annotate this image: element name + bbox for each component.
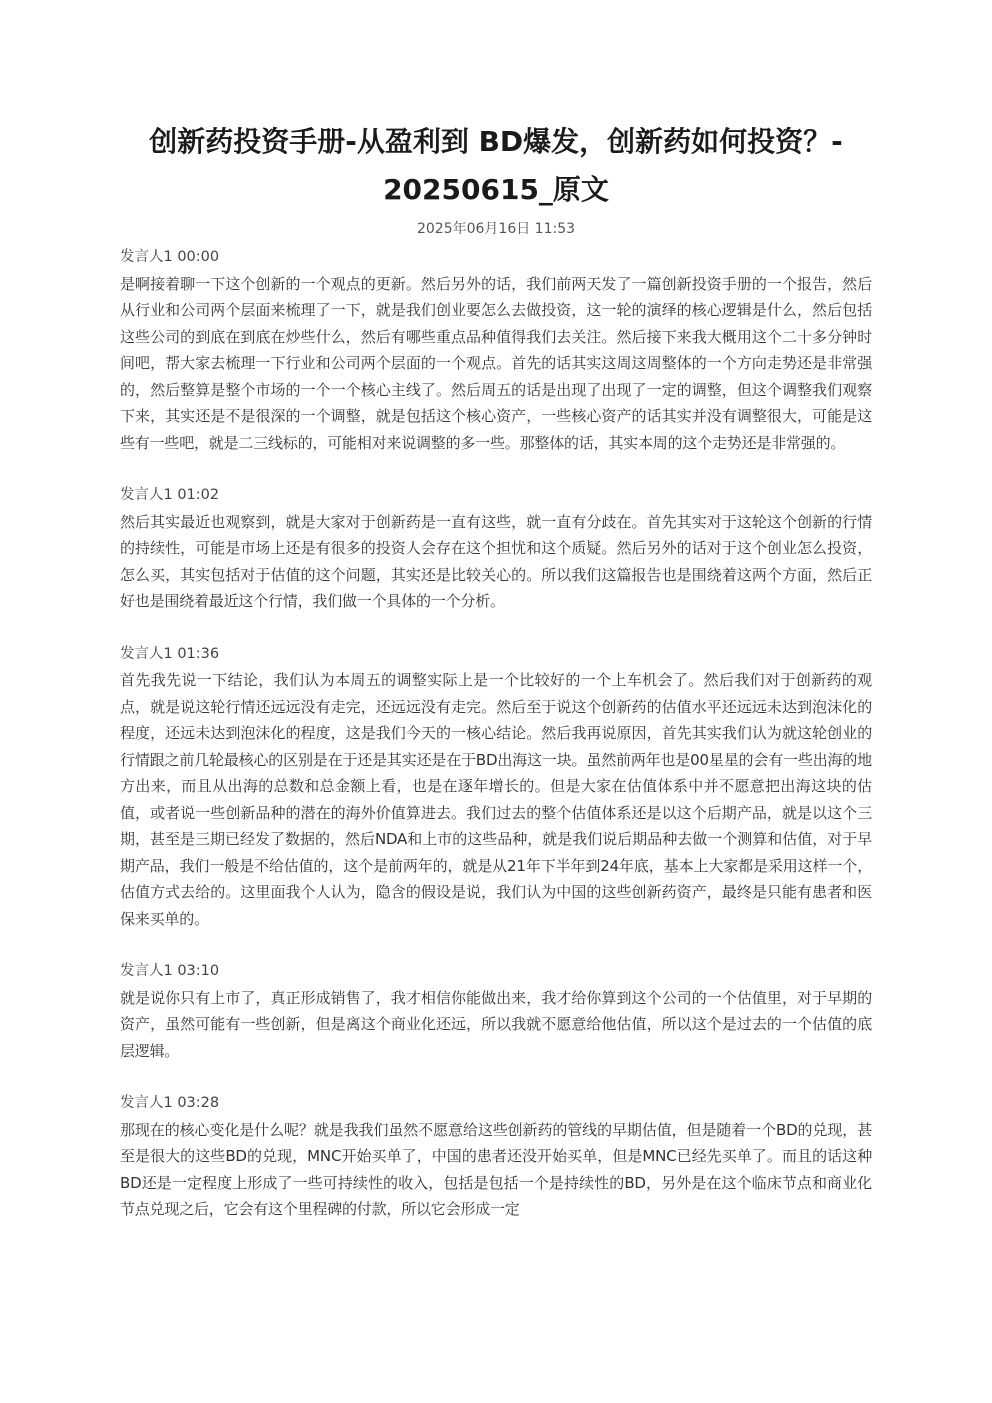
transcript-segment [120,958,872,1064]
transcript-segment [120,482,872,615]
speaker-timestamp: 发言人1 01:02 [120,487,220,503]
document-title: 创新药投资手册-从盈利到 BD爆发，创新药如何投资？- 20250615_原文 [149,125,843,206]
document-date: 2025年06月16日 11:53 [416,221,576,237]
speaker-timestamp: 发言人1 03:28 [120,1095,220,1111]
transcript-body [120,244,872,1249]
speaker-timestamp: 发言人1 00:00 [120,249,220,265]
speaker-timestamp: 发言人1 01:36 [120,645,220,662]
transcript-segment [120,244,872,456]
transcript-paragraph: 首先我先说一下结论，我们认为本周五的调整实际上是一个比较好的一个上车机会了。然后我们对于创新药的观点，就是说这轮行情还远远没有走完，还远远没有走完。然后至于说这个创新药的估值水平还远远未达到泡沫化的程度，还远未达到泡沫化的程度，这是我们今天的一核心结论。然后我再说原因，首先其实我们认为就这轮创业的行情跟之前几轮最核心的区别是在于还是其实还是在于BD出海这一块。虽然前两年也是00星星的会有一些出海的地方出来，而且从出海的总数和总金额上看，也是在逐年增长的。但是大家在估值体系中并不愿意把出海这块的估值，或者说一些创新品种的潜在的海外价值算进去。我们过去的整个估值体系还是以这个后期产品，就是以这个三期，甚至是三期已经发了数据的，然后NDA和上市的这些品种，就是我们说后期品种去做一个测算和估值，对于早期产品，我们一般是不给估值的，这个是前两年的，就是从21年下半年到24年底，基本上大家都是采用这样一个，估值方式去给的。这里面我个人认为，隐含的假设是说，我们认为中国的这些创新药资产，最终是只能有患者和医保来买单的。 [120,671,872,928]
transcript-paragraph: 然后其实最近也观察到，就是大家对于创新药是一直有这些，就一直有分歧在。首先其实对于这轮这个创新的行情的持续性，可能是市场上还是有很多的投资人会存在这个担忧和这个质疑。然后另外的话对于这个创业怎么投资，怎么买，其实包括对于估值的这个问题，其实还是比较关心的。所以我们这篇报告也是围绕着这两个方面，然后正好也是围绕着最近这个行情，我们做一个具体的一个分析。 [120,512,872,610]
transcript-segment [120,641,872,933]
transcript-segment [120,1090,872,1223]
transcript-paragraph: 就是说你只有上市了，真正形成销售了，我才相信你能做出来，我才给你算到这个公司的一个估值里，对于早期的资产，虽然可能有一些创新，但是离这个商业化还远，所以我就不愿意给他估值，所以这个是过去的一个估值的底层逻辑。 [120,988,872,1060]
transcript-paragraph: 是啊接着聊一下这个创新的一个观点的更新。然后另外的话，我们前两天发了一篇创新投资手册的一个报告，然后从行业和公司两个层面来梳理了一下，就是我们创业要怎么去做投资，这一轮的演绎的核心逻辑是什么，然后包括这些公司的到底在到底在炒些什么，然后有哪些重点品种值得我们去关注。然后接下来我大概用这个二十多分钟时间吧，帮大家去梳理一下行业和公司两个层面的一个观点。首先的话其实这周这周整体的一个方向走势还是非常强的，然后整算是整个市场的一个一个核心主线了。然后周五的话是出现了出现了一定的调整，但这个调整我们观察下来，其实还是不是很深的一个调整，就是包括这个核心资产，一些核心资产的话其实并没有调整很大，可能是这些有一些吧，就是二三线标的，可能相对来说调整的多一些。那整体的话，其实本周的这个走势还是非常强的。 [120,274,872,452]
transcript-paragraph: 那现在的核心变化是什么呢？就是我我们虽然不愿意给这些创新药的管线的早期估值，但是随着一个BD的兑现，甚至是很大的这些BD的兑现，MNC开始买单了，中国的患者还没开始买单，但是MNC已经先买单了。而且的话这种BD还是一定程度上形成了一些可持续性的收入，包括是包括一个是持续性的BD，另外是在这个临床节点和商业化节点兑现之后，它会有这个里程碑的付款，所以它会形成一定 [120,1120,872,1218]
speaker-timestamp: 发言人1 03:10 [120,963,220,979]
